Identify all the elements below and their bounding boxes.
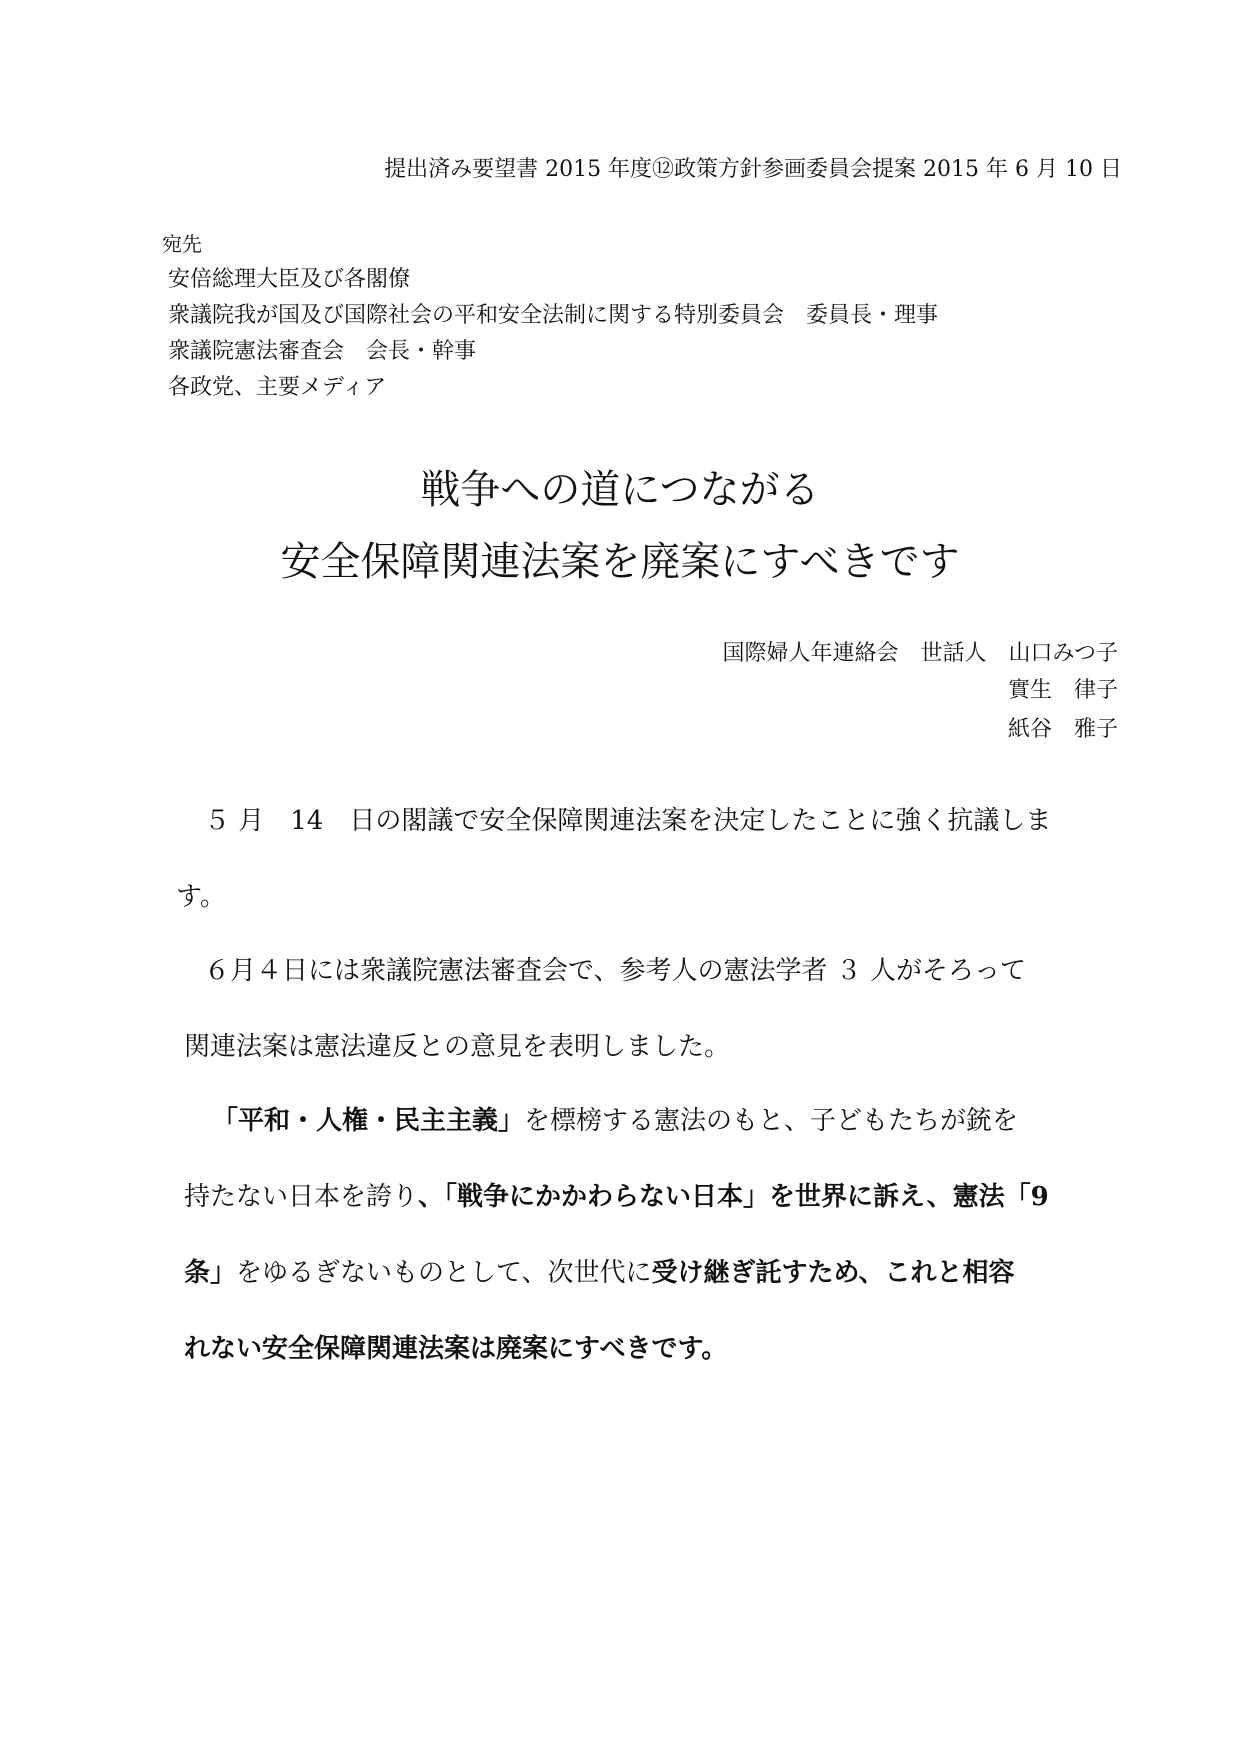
body-paragraph-3-line-1 [212, 1100, 1018, 1137]
body-paragraph-3-line-3 [184, 1252, 1014, 1289]
body-text: をゆるぎないものとして、次世代に [236, 1258, 652, 1288]
addressee-line: 衆議院憲法審査会 会長・幹事 [168, 339, 477, 364]
body-paragraph-2-line-1: ６月４日には衆議院憲法審査会で、参考人の憲法学者 ３ 人がそろって [204, 956, 1027, 986]
signatory-name: 實生 律子 [1007, 678, 1118, 703]
emphasis-text: れない安全保障関連法案は廃案 [184, 1334, 549, 1364]
body-paragraph-2-line-2: 関連法案は憲法違反との意見を表明しました。 [184, 1032, 731, 1062]
emphasis-text: 受け継ぎ託すため、これと相容 [651, 1258, 1015, 1288]
body-paragraph-1-line-1: ５ 月 14 日の閣議で安全保障関連法案を決定したことに強く抗議しま [204, 806, 1052, 836]
addressee-line: 衆議院我が国及び国際社会の平和安全法制に関する特別委員会 委員長・理事 [168, 303, 939, 328]
document-title-line-2: 安全保障関連法案を廃案にすべきです [280, 539, 960, 585]
document-title-line-1: 戦争への道につながる [420, 467, 820, 513]
emphasis-text: 条」 [184, 1258, 237, 1288]
emphasis-text: 、「戦争にかかわらない日本」を世界に訴え、憲法「9 [418, 1182, 1049, 1212]
body-text: 持たない日本を誇り [184, 1182, 419, 1212]
body-paragraph-3-line-2 [184, 1176, 1049, 1213]
body-paragraph-3-line-4 [184, 1328, 727, 1365]
addressee-heading: 宛先 [162, 232, 202, 256]
addressee-line: 各政党、主要メディア [168, 375, 387, 400]
emphasis-text: 「平和・人権・民主主義」 [212, 1106, 525, 1136]
signatory-name: 紙谷 雅子 [1007, 717, 1118, 742]
reference-line: 提出済み要望書 2015 年度⑫政策方針参画委員会提案 2015 年 6 月 10 日 [384, 157, 1122, 182]
signatory-organization: 国際婦人年連絡会 世話人 山口みつ子 [722, 641, 1118, 666]
emphasis-text: にすべきです。 [548, 1334, 728, 1364]
body-text: を標榜する憲法のもと、子どもたちが銃を [524, 1106, 1019, 1136]
body-paragraph-1-line-2: す。 [176, 882, 226, 912]
addressee-line: 安倍総理大臣及び各閣僚 [168, 267, 411, 292]
